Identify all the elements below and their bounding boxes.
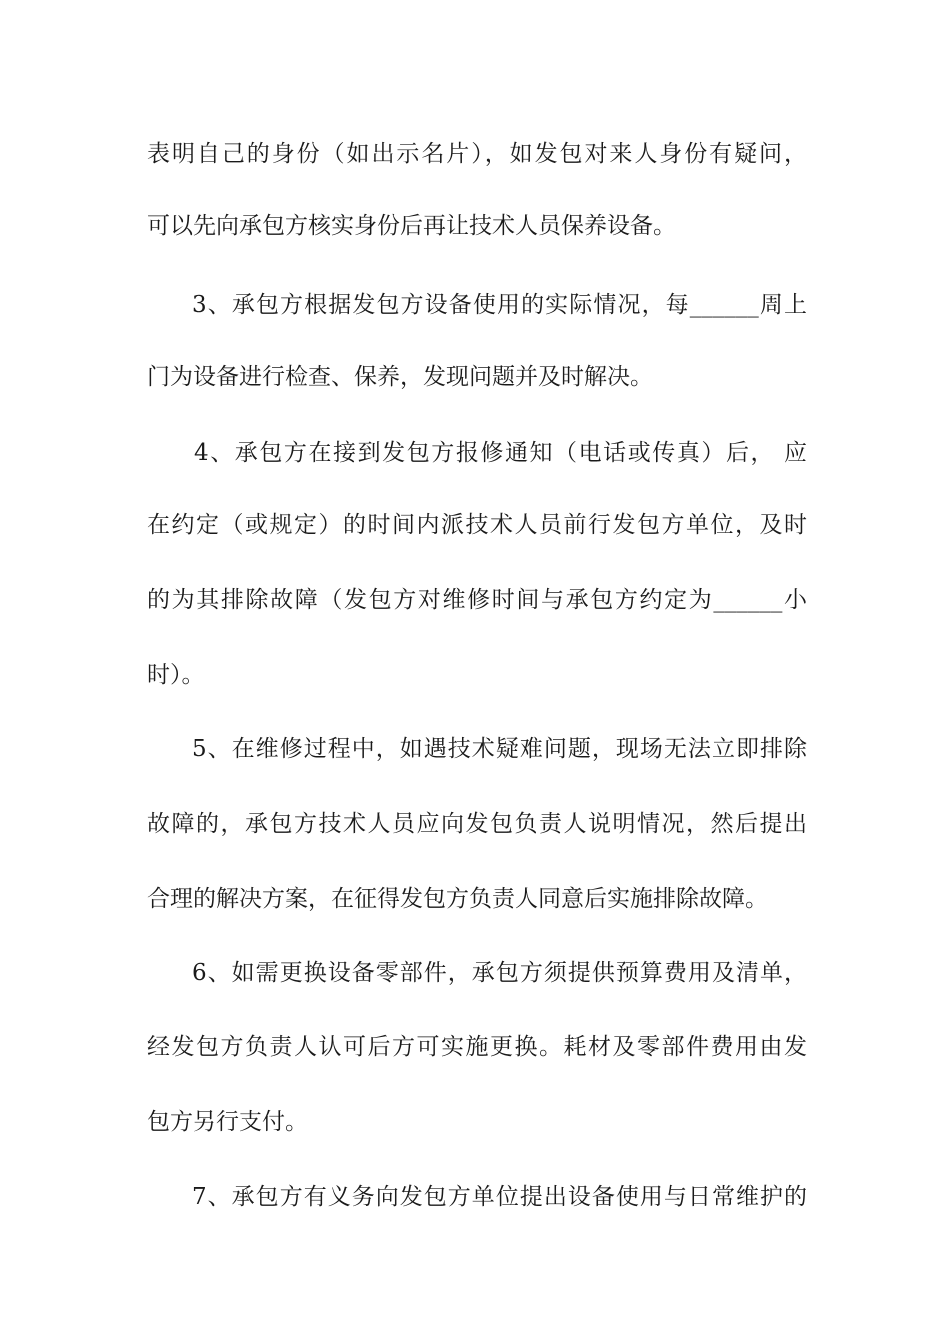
clause-3-line: 3、承包方根据发包方设备使用的实际情况，每______周上 (192, 292, 807, 318)
paragraph-line: 经发包方负责人认可后方可实施更换。耗材及零部件费用由发 (147, 1034, 807, 1060)
paragraph-line: 包方另行支付。 (147, 1109, 308, 1135)
paragraph-line: 表明自己的身份（如出示名片），如发包对来人身份有疑问， (147, 141, 807, 167)
clause-5-line: 5、在维修过程中，如遇技术疑难问题，现场无法立即排除 (192, 736, 807, 762)
paragraph-line: 可以先向承包方核实身份后再让技术人员保养设备。 (147, 213, 676, 239)
paragraph-line: 在约定（或规定）的时间内派技术人员前行发包方单位，及时 (147, 512, 807, 538)
paragraph-line: 的为其排除故障（发包方对维修时间与承包方约定为______小 (147, 587, 807, 613)
paragraph-line: 合理的解决方案，在征得发包方负责人同意后实施排除故障。 (147, 886, 768, 912)
clause-4-line: 4、承包方在接到发包方报修通知（电话或传真）后， 应 (194, 440, 807, 466)
paragraph-line: 时）。 (147, 662, 205, 688)
clause-7-line: 7、承包方有义务向发包方单位提出设备使用与日常维护的 (192, 1184, 807, 1210)
paragraph-line: 门为设备进行检查、保养，发现问题并及时解决。 (147, 364, 653, 390)
clause-6-line: 6、如需更换设备零部件，承包方须提供预算费用及清单， (192, 960, 807, 986)
paragraph-line: 故障的，承包方技术人员应向发包负责人说明情况，然后提出 (147, 811, 807, 837)
